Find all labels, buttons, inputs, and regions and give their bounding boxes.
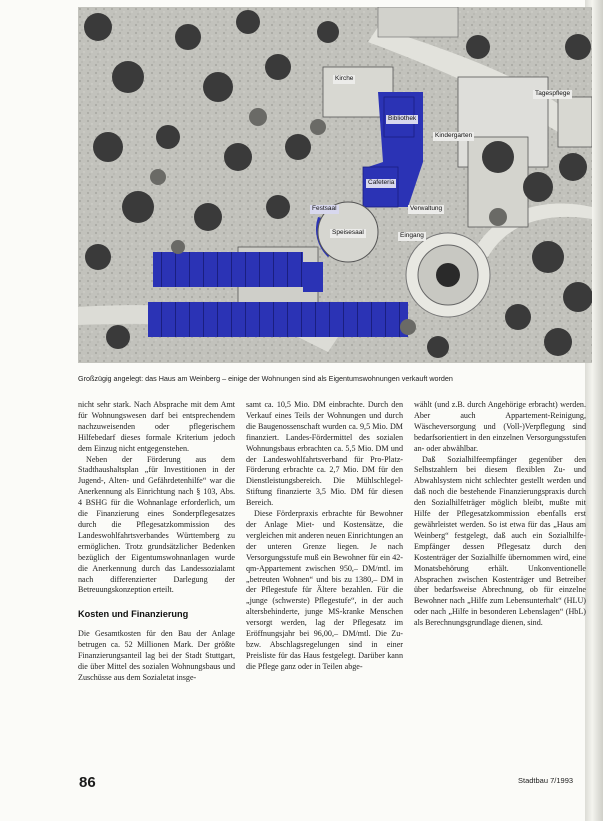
plan-label-kindergarten: Kindergarten — [435, 132, 473, 139]
plan-label-verwaltung: Verwaltung — [410, 205, 443, 212]
text-column-1 — [78, 400, 235, 684]
text-column-3 — [414, 400, 586, 629]
paragraph: Diese Förderpraxis erbrachte für Bewohner der Anlage Miet- und Kostensätze, die vergleichen mit anderen neuen Einrichtungen an der unteren Grenze liegen. Je nach Versorgungsstufe muß ein Bewohner für ein 42-qm-Appartement zwischen 950,– DM/mtl. im „betreuten Wohnen“ und bis zu 1380,– DM in der Pflegestufe für Ältere bezahlen. Für die „junge (schwerste) Pflegestufe“, in der auch altersbehinderte, junge MS-kranke Menschen versorgt werden, lag der Pflegesatz im Eröffnungsjahr bei 96,00,– DM/mtl. Die Zu- bzw. Abschlagsregelungen sind in einer Preisliste für das Haus festgelegt. Darüber kann die Pflege ganz oder in Teilen abge- — [246, 509, 403, 671]
paragraph: Daß Sozialhilfeempfänger gegenüber den Selbstzahlern bei diesem flexiblen Zu- und Abwahlsystem nicht schlechter gestellt werden und daß noch die bestehende Finanzierungspraxis durch den Sozialhilfeträger möglich bleibt, mußte mit Hilfe der Pflegesatzkommission ebenfalls erst gewährleistet werden. So ist etwa für das „Haus am Weinberg“ festgelegt, daß auch ein Sozialhilfe-Empfänger dessen Pflegesatz durch den Kostenträger der Sozialhilfe übernommen wird, eine Monatsbehörung erhält. Unkonventionelle Absprachen zwischen Kostenträger und Betreiber über bedarfsweise Abrechnung, ob für einzelne Bewohner nach „Hilfe zum Lebensunterhalt“ (HLU) oder nach „Hilfe in besonderen Lebenslagen“ (HbL) als Berechnungsgrundlage dienen, sind. — [414, 454, 586, 628]
section-heading: Kosten und Finanzierung — [78, 609, 189, 620]
plan-label-speisesaal: Speisesaal — [332, 229, 364, 236]
paragraph: Neben der Förderung aus dem Stadthaushaltsplan „für Investitionen in der Jugend-, Alten- und Gefährdetenhilfe“ war die Anerkennung als Einrichtung nach § 103, Abs. 4 BSHG für die Wohnanlage erforderlich, um die Finanzierung eines Sonderpflegesatzes durch die Pflegesatzkommission des Landeswohlfahrtsverbandes Württemberg zu ermöglichen. Trotz grundsätzlicher Bedenken bezüglich der Eigentumswohnanlagen wurde die Anerkennung durch das Landessozialamt nach differenzierter Darlegung der Betreuungskonzeption erteilt. — [78, 454, 235, 595]
plan-label-eingang: Eingang — [400, 232, 424, 239]
paragraph: samt ca. 10,5 Mio. DM einbrachte. Durch den Verkauf eines Teils der Wohnungen und durch die Baugenossenschaft wurden ca. 9,5 Mio. DM finanziert. Landes-Fördermittel des sozialen Wohnungsbaus erbrachten ca. 5,5 Mio. DM und der Landeswohlfahrtsverband für Pro-Platz-Förderung erbrachte ca. 2,7 Mio. DM für den Dienstleistungsbereich. Die Mühlschlegel-Stiftung finanzierte 3,5 Mio. DM für diesen Bereich. — [246, 400, 403, 508]
paragraph: nicht sehr stark. Nach Absprache mit dem Amt für Wohnungswesen darf bei entsprechendem nachzuweisenden oder pflegerischem Hilfebedarf dieses formale Kriterium jedoch dem Einzug nicht entgegenstehen. — [78, 400, 235, 453]
plan-label-tagespflege: Tagespflege — [535, 90, 571, 97]
plan-label-bibliothek: Bibliothek — [388, 115, 417, 122]
page-number: 86 — [79, 774, 96, 791]
site-plan-figure — [78, 7, 592, 363]
publication-source: Stadtbau 7/1993 — [518, 776, 574, 785]
plan-label-festsaal: Festsaal — [312, 205, 337, 212]
paragraph: Die Gesamtkosten für den Bau der Anlage betrugen ca. 52 Millionen Mark. Der größte Finanzierungsanteil lag bei der Stadt Stuttgart, die über Mittel des sozialen Wohnungsbaus und Zuschüsse aus dem Sozialetat insge- — [78, 629, 235, 682]
site-plan-drawing — [78, 7, 592, 363]
plan-label-kirche: Kirche — [335, 75, 354, 82]
plan-label-cafeteria: Cafeteria — [368, 179, 395, 186]
paragraph: wählt (und z.B. durch Angehörige erbracht) werden. Aber auch Appartement-Reinigung, Wäscheversorgung und (Voll-)Verpflegung sind bedarfsorientiert in den einzelnen Versorgungsstufen an- oder abwählbar. — [414, 400, 586, 453]
text-column-2 — [246, 400, 403, 673]
figure-caption: Großzügig angelegt: das Haus am Weinberg – einige der Wohnungen sind als Eigentumswohnungen verkauft worden — [78, 374, 453, 383]
